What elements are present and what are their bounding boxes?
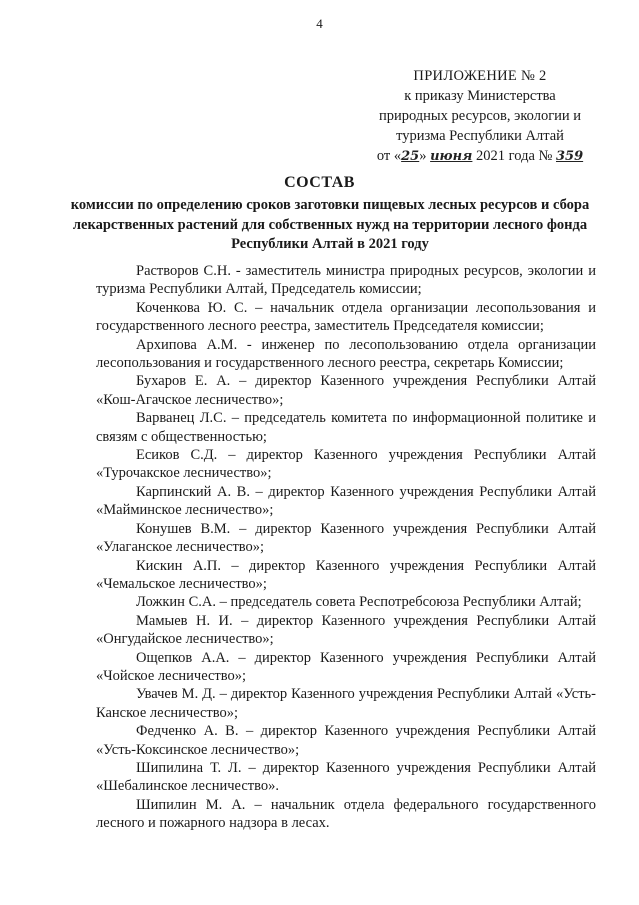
appendix-line-2: природных ресурсов, экологии и [378, 108, 582, 124]
appendix-block [360, 66, 600, 167]
member-item: Бухаров Е. А. – директор Казенного учреждения Республики Алтай «Кош-Агачское лесничество»; [96, 373, 596, 408]
member-item: Шипилина Т. Л. – директор Казенного учреждения Республики Алтай «Шебалинское лесничество». [96, 759, 596, 795]
member-item: Карпинский А. В. – директор Казенного учреждения Республики Алтай «Майминское лесничество»; [96, 483, 596, 519]
member-item: Ложкин С.А. – председатель совета Респотребсоюза Республики Алтай; [136, 594, 582, 611]
document-subtitle: комиссии по определению сроков заготовки пищевых лесных ресурсов и сбора лекарственных растений для собственных нужд на территории лесного фонда Республики Алтай в 2021 году [70, 197, 590, 252]
appendix-line-1: к приказу Министерства [404, 88, 556, 104]
document-title: СОСТАВ [284, 174, 355, 191]
member-item: Мамыев Н. И. – директор Казенного учреждения Республики Алтай «Онгудайское лесничество»; [96, 612, 596, 648]
handwritten-month: июня [430, 149, 473, 164]
appendix-heading: ПРИЛОЖЕНИЕ № 2 [413, 68, 547, 84]
member-item: Федченко А. В. – директор Казенного учреждения Республики Алтай «Усть-Коксинское лесничество»; [96, 723, 596, 758]
order-date-line [360, 146, 600, 167]
date-mid: » [419, 148, 427, 164]
date-prefix: от « [376, 148, 402, 164]
member-item: Ощепков А.А. – директор Казенного учреждения Республики Алтай «Чойское лесничество»; [96, 649, 596, 684]
page-number: 4 [316, 16, 323, 31]
member-item: Варванец Л.С. – председатель комитета по информационной политике и связям с общественностью; [96, 410, 596, 445]
member-item: Увачев М. Д. – директор Казенного учреждения Республики Алтай «Усть-Канское лесничество»; [96, 686, 596, 721]
member-item: Конушев В.М. – директор Казенного учреждения Республики Алтай «Улаганское лесничество»; [96, 520, 596, 556]
member-item: Архипова А.М. - инженер по лесопользованию отдела организации лесопользования и государственного лесного реестра, секретарь Комиссии; [96, 336, 596, 372]
members-list [96, 262, 596, 833]
member-item: Есиков С.Д. – директор Казенного учреждения Республики Алтай «Турочакское лесничество»; [96, 447, 596, 482]
member-item: Шипилин М. А. – начальник отдела федерального государственного лесного и пожарного надзора в лесах. [96, 796, 596, 832]
member-item: Растворов С.Н. - заместитель министра природных ресурсов, экологии и туризма Республики Алтай, Председатель комиссии; [96, 263, 596, 298]
handwritten-day: 25 [401, 149, 420, 164]
member-item: Коченкова Ю. С. – начальник отдела организации лесопользования и государственного лесного реестра, заместитель Председателя комиссии; [96, 299, 596, 335]
handwritten-order-number: 359 [555, 149, 584, 164]
member-item: Кискин А.П. – директор Казенного учреждения Республики Алтай «Чемальское лесничество»; [96, 557, 596, 592]
appendix-line-3: туризма Республики Алтай [396, 128, 564, 144]
year-text: 2021 года № [476, 148, 553, 164]
